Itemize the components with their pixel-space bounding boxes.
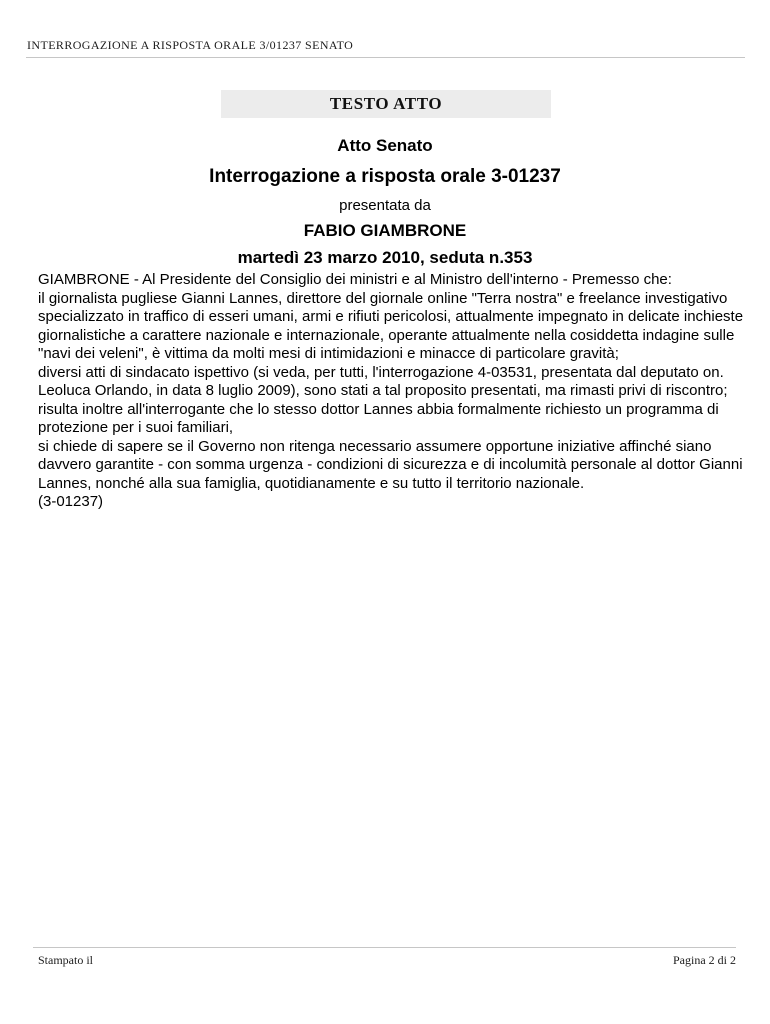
section-label-testo-atto: TESTO ATTO <box>221 90 551 118</box>
footer-page-number: Pagina 2 di 2 <box>673 953 736 967</box>
presenter-name-heading: FABIO GIAMBRONE <box>303 221 467 240</box>
act-body-text <box>38 271 748 512</box>
session-date-heading: martedì 23 marzo 2010, seduta n.353 <box>237 248 533 267</box>
footer-printed-label: Stampato il <box>38 953 93 967</box>
body-paragraph: GIAMBRONE - Al Presidente del Consiglio dei ministri e al Ministro dell'interno - Premesso che: <box>38 271 672 288</box>
document-header-title: INTERROGAZIONE A RISPOSTA ORALE 3/01237 SENATO <box>27 38 354 52</box>
presented-by-label: presentata da <box>339 197 431 214</box>
body-paragraph: diversi atti di sindacato ispettivo (si veda, per tutti, l'interrogazione 4-03531, presentata dal deputato on. Leoluca Orlando, in data 8 luglio 2009), sono stati a tal proposito presentati, ma rimasti privi di riscontro; <box>38 363 728 399</box>
body-paragraph: si chiede di sapere se il Governo non ritenga necessario assumere opportune iniziative affinché siano davvero garantite - con somma urgenza - condizioni di sicurezza e di incolumità personale al dottor Gianni Lannes, nonché alla sua famiglia, quotidianamente e su tutto il territorio nazionale. <box>38 437 743 492</box>
act-source-heading: Atto Senato <box>337 136 433 155</box>
body-paragraph: il giornalista pugliese Gianni Lannes, direttore del giornale online "Terra nostra" e freelance investigativo specializzato in traffico di esseri umani, armi e rifiuti pericolosi, attualmente impegnato in delicate inchieste giornalistiche a carattere nazionale e internazionale, operante attualmente nella cosiddetta indagine sulle "navi dei veleni", è vittima da molti mesi di intimidazioni e minacce di particolare gravità; <box>38 289 744 362</box>
act-title-heading: Interrogazione a risposta orale 3-01237 <box>209 166 561 187</box>
body-paragraph: risulta inoltre all'interrogante che lo stesso dottor Lannes abbia formalmente richiesto un programma di protezione per i suoi familiari, <box>38 400 719 436</box>
header-divider <box>26 57 745 58</box>
body-paragraph-act-number: (3-01237) <box>38 493 104 510</box>
footer-divider <box>33 947 736 948</box>
